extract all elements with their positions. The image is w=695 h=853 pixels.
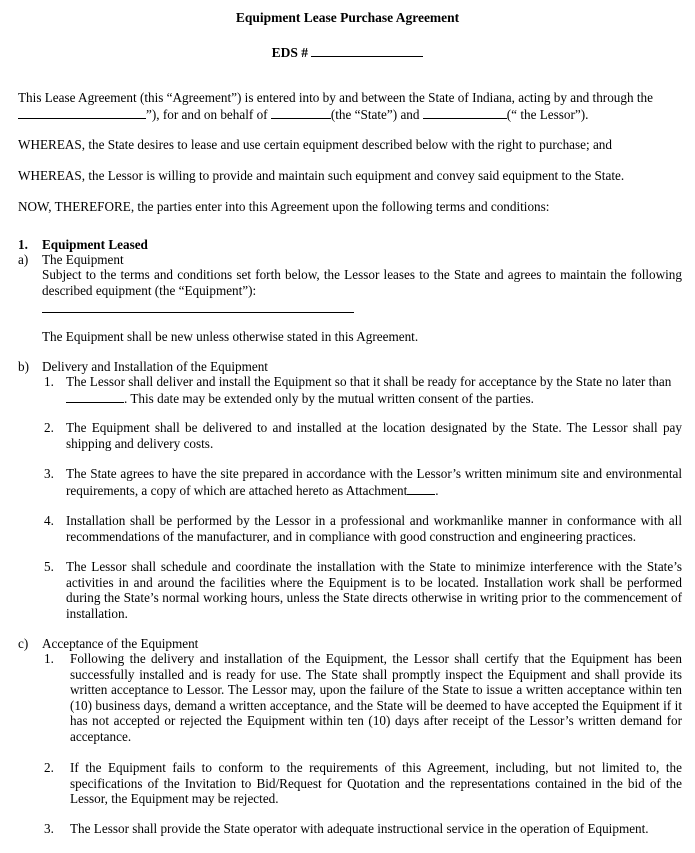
subsection-a-heading: The Equipment	[42, 252, 124, 267]
subsection-b-heading: Delivery and Installation of the Equipment	[42, 359, 268, 374]
intro-line-1: This Lease Agreement (this “Agreement”) is entered into by and between the State of Indiana, acting by and through the	[18, 90, 653, 105]
agency-name-field[interactable]	[18, 106, 146, 119]
intro-text-state: (the “State”) and	[330, 107, 420, 122]
now-therefore-paragraph: NOW, THEREFORE, the parties enter into this Agreement upon the following terms and conditions:	[18, 199, 550, 214]
b-item-3-tail: .	[435, 482, 439, 498]
lessor-name-field[interactable]	[423, 106, 507, 119]
subsection-a-marker: a)	[18, 252, 29, 267]
section-1-heading: Equipment Leased	[42, 237, 148, 252]
equipment-description-text: Subject to the terms and conditions set forth below, the Lessor leases to the State and agrees to maintain the following described equipment (the “Equipment”):	[42, 267, 682, 298]
b-item-4-text: Installation shall be performed by the Lessor in a professional and workmanlike manner in conformance with all recommendations of the manufacturer, and in compliance with good construction and engineering practices.	[66, 513, 682, 544]
b-item-5-number: 5.	[44, 559, 54, 574]
c-item-1-number: 1.	[44, 651, 54, 666]
equipment-new-note: The Equipment shall be new unless otherwise stated in this Agreement.	[42, 329, 419, 344]
b-item-1-line-2	[66, 390, 682, 407]
eds-label: EDS #	[271, 45, 308, 60]
equipment-description-field[interactable]	[42, 312, 354, 313]
document-title: Equipment Lease Purchase Agreement	[235, 10, 460, 25]
b-item-3-number: 3.	[44, 466, 54, 481]
subsection-b-marker: b)	[18, 359, 29, 374]
acceptance-date-field[interactable]	[66, 390, 124, 403]
b-item-1-line-2-text: . This date may be extended only by the mutual written consent of the parties.	[124, 391, 534, 406]
c-item-2-number: 2.	[44, 760, 54, 775]
eds-number-field[interactable]	[311, 44, 423, 57]
intro-text-for-behalf: ”), for and on behalf of	[146, 107, 268, 122]
whereas-paragraph-2: WHEREAS, the Lessor is willing to provide and maintain such equipment and convey said equipment to the State.	[18, 168, 625, 183]
b-item-3-body: The State agrees to have the site prepared in accordance with the Lessor’s written minimum site and environmental requirements, a copy of which are attached hereto as Attachment	[66, 466, 682, 498]
c-item-3-number: 3.	[44, 821, 54, 836]
subsection-c-marker: c)	[18, 636, 29, 651]
subsection-c-heading: Acceptance of the Equipment	[42, 636, 199, 651]
c-item-2-text: If the Equipment fails to conform to the requirements of this Agreement, including, but not limited to, the specifications of the Invitation to Bid/Request for Quotation and the representations contained in the bid of the Lessor, the Equipment may be rejected.	[70, 760, 682, 807]
b-item-1-number: 1.	[44, 374, 54, 389]
c-item-3-text: The Lessor shall provide the State operator with adequate instructional service in the operation of Equipment.	[70, 821, 649, 836]
section-1-number: 1.	[18, 237, 28, 252]
eds-number-line	[0, 44, 695, 61]
intro-line-2	[18, 106, 682, 123]
b-item-3-text	[66, 466, 682, 498]
whereas-paragraph-1: WHEREAS, the State desires to lease and use certain equipment described below with the right to purchase; and	[18, 137, 612, 152]
agency-behalf-field[interactable]	[271, 106, 331, 119]
b-item-5-text: The Lessor shall schedule and coordinate the installation with the State to minimize interference with the State’s activities in and around the facilities where the Equipment is to be located. Installation work shall be performed during the State’s normal working hours, unless the State directs otherwise in writing prior to the commencement of installation.	[66, 559, 682, 621]
intro-text-lessor: (“ the Lessor”).	[506, 107, 589, 122]
c-item-1-text: Following the delivery and installation of the Equipment, the Lessor shall certify that the Equipment has been successfully installed and is ready for use. The State shall promptly inspect the Equipment and shall provide its written acceptance to Lessor. The Lessor may, upon the failure of the State to issue a written acceptance within ten (10) business days, demand a written acceptance, and the State will be deemed to have accepted the Equipment if it has not accepted or rejected the Equipment within ten (10) days after receipt of the Lessor’s written demand for acceptance.	[70, 651, 682, 744]
b-item-2-text: The Equipment shall be delivered to and installed at the location designated by the State. The Lessor shall pay shipping and delivery costs.	[66, 420, 682, 451]
attachment-number-field[interactable]	[407, 482, 435, 495]
b-item-1-line-1: The Lessor shall deliver and install the Equipment so that it shall be ready for acceptance by the State no later than	[66, 374, 672, 389]
b-item-4-number: 4.	[44, 513, 54, 528]
b-item-2-number: 2.	[44, 420, 54, 435]
